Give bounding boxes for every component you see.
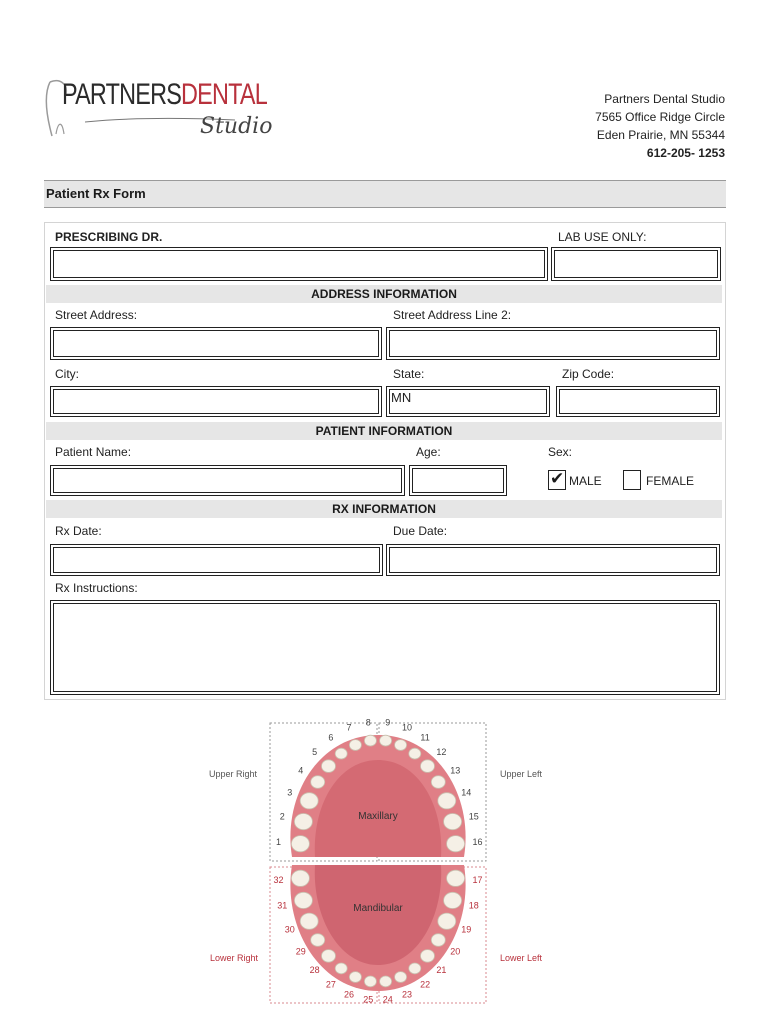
studio-phone: 612-205- 1253 <box>646 146 725 160</box>
prescribing-dr-input[interactable] <box>50 247 548 281</box>
tooth <box>349 740 361 751</box>
check-mark-icon: ✔ <box>550 469 565 488</box>
tooth <box>291 836 309 852</box>
age-label: Age: <box>416 445 441 459</box>
lower-left-label: Lower Left <box>499 953 543 963</box>
patient-section-heading: PATIENT INFORMATION <box>46 422 722 440</box>
form-title-bar <box>44 180 726 208</box>
tooth-number: 26 <box>343 989 355 1000</box>
tooth <box>322 760 336 773</box>
prescribing-label: PRESCRIBING DR. <box>55 230 163 244</box>
tooth-number: 8 <box>365 717 371 728</box>
tooth <box>300 793 318 809</box>
tooth-number: 32 <box>273 875 284 885</box>
city-label: City: <box>55 367 79 381</box>
tooth-number: 21 <box>436 964 447 975</box>
male-label: MALE <box>569 474 602 488</box>
state-input[interactable] <box>386 386 550 417</box>
tooth <box>409 748 421 759</box>
tooth-number: 31 <box>277 900 288 911</box>
tooth <box>380 735 392 746</box>
tooth <box>335 963 347 974</box>
tooth-number: 22 <box>420 979 431 990</box>
tooth <box>291 870 309 886</box>
tooth-number: 11 <box>420 732 430 743</box>
tooth <box>311 934 325 947</box>
tooth-number: 15 <box>468 811 479 822</box>
zip-label: Zip Code: <box>562 367 615 381</box>
tooth-number: 13 <box>450 765 461 776</box>
rx-date-input[interactable] <box>50 544 383 576</box>
tooth-number: 3 <box>287 787 293 798</box>
tooth-number: 9 <box>385 717 391 728</box>
upper-right-label: Upper Right <box>208 769 258 779</box>
tooth <box>431 776 445 789</box>
male-checkbox[interactable] <box>548 470 566 490</box>
logo-wordmark: PARTNERSDENTAL <box>62 78 267 111</box>
tooth-number: 23 <box>401 989 413 1000</box>
street-label: Street Address: <box>55 308 138 322</box>
tooth <box>438 793 456 809</box>
tooth <box>395 972 407 983</box>
tooth-number: 6 <box>328 732 334 743</box>
tooth-number: 12 <box>436 747 447 758</box>
tooth-number: 27 <box>325 979 336 990</box>
tooth-number: 18 <box>468 900 479 911</box>
tooth <box>364 735 376 746</box>
tooth-number: 5 <box>312 747 318 758</box>
state-value: MN <box>391 390 412 405</box>
due-date-input[interactable] <box>386 544 720 576</box>
lab-use-input[interactable] <box>551 247 721 281</box>
street-input[interactable] <box>50 327 382 360</box>
tooth <box>294 814 312 830</box>
tooth-number: 10 <box>401 722 413 733</box>
rx-section-heading: RX INFORMATION <box>46 500 722 518</box>
tooth-number: 14 <box>461 787 472 798</box>
tooth <box>438 913 456 929</box>
patient-name-input[interactable] <box>50 465 405 496</box>
tooth <box>300 913 318 929</box>
tooth-number: 25 <box>363 994 374 1005</box>
tooth <box>409 963 421 974</box>
street2-input[interactable] <box>386 327 720 360</box>
tooth-number: 17 <box>472 875 483 885</box>
female-checkbox[interactable] <box>623 470 641 490</box>
patient-name-label: Patient Name: <box>55 445 132 459</box>
tooth-number: 1 <box>275 837 282 847</box>
tooth <box>335 748 347 759</box>
sex-label: Sex: <box>548 445 573 459</box>
tooth-number: 24 <box>382 994 393 1005</box>
tooth <box>421 760 435 773</box>
tooth-number: 30 <box>284 924 295 935</box>
form-title: Patient Rx Form <box>46 186 146 201</box>
due-date-label: Due Date: <box>393 524 448 538</box>
tooth <box>444 892 462 908</box>
rx-date-label: Rx Date: <box>55 524 102 538</box>
tooth <box>395 740 407 751</box>
state-label: State: <box>393 367 425 381</box>
logo-script: Studio <box>200 114 273 139</box>
tooth-number: 28 <box>309 964 320 975</box>
tooth <box>431 934 445 947</box>
studio-address <box>595 90 725 162</box>
street2-label: Street Address Line 2: <box>393 308 512 322</box>
tooth-number: 29 <box>295 946 306 957</box>
tooth-number: 4 <box>298 765 304 776</box>
tooth <box>421 950 435 963</box>
tooth-chart <box>0 715 770 1015</box>
address-section-heading: ADDRESS INFORMATION <box>46 285 722 303</box>
rx-instructions-label: Rx Instructions: <box>55 581 138 595</box>
mandibular-label: Mandibular <box>353 903 403 914</box>
tooth-number: 16 <box>472 837 483 847</box>
studio-street: 7565 Office Ridge Circle <box>595 110 725 124</box>
age-input[interactable] <box>409 465 507 496</box>
city-input[interactable] <box>50 386 382 417</box>
tooth <box>322 950 336 963</box>
tooth <box>444 814 462 830</box>
maxillary-label: Maxillary <box>358 811 398 822</box>
tooth <box>447 870 465 886</box>
zip-input[interactable] <box>556 386 720 417</box>
studio-city: Eden Prairie, MN 55344 <box>596 128 725 142</box>
lower-right-label: Lower Right <box>209 953 259 963</box>
tooth <box>447 836 465 852</box>
tooth-chart-svg <box>0 715 770 1015</box>
lab-use-label: LAB USE ONLY: <box>558 230 647 244</box>
tooth-number: 20 <box>450 946 461 957</box>
tooth-number: 2 <box>279 811 285 822</box>
tooth <box>364 976 376 987</box>
rx-instructions-input[interactable] <box>50 600 720 695</box>
tooth-number: 19 <box>461 924 472 935</box>
female-label: FEMALE <box>646 474 695 488</box>
upper-left-label: Upper Left <box>499 769 543 779</box>
tooth <box>380 976 392 987</box>
tooth <box>294 892 312 908</box>
company-logo <box>40 70 280 150</box>
studio-name: Partners Dental Studio <box>604 92 725 106</box>
tooth <box>349 972 361 983</box>
tooth-number: 7 <box>346 722 352 733</box>
tooth <box>311 776 325 789</box>
